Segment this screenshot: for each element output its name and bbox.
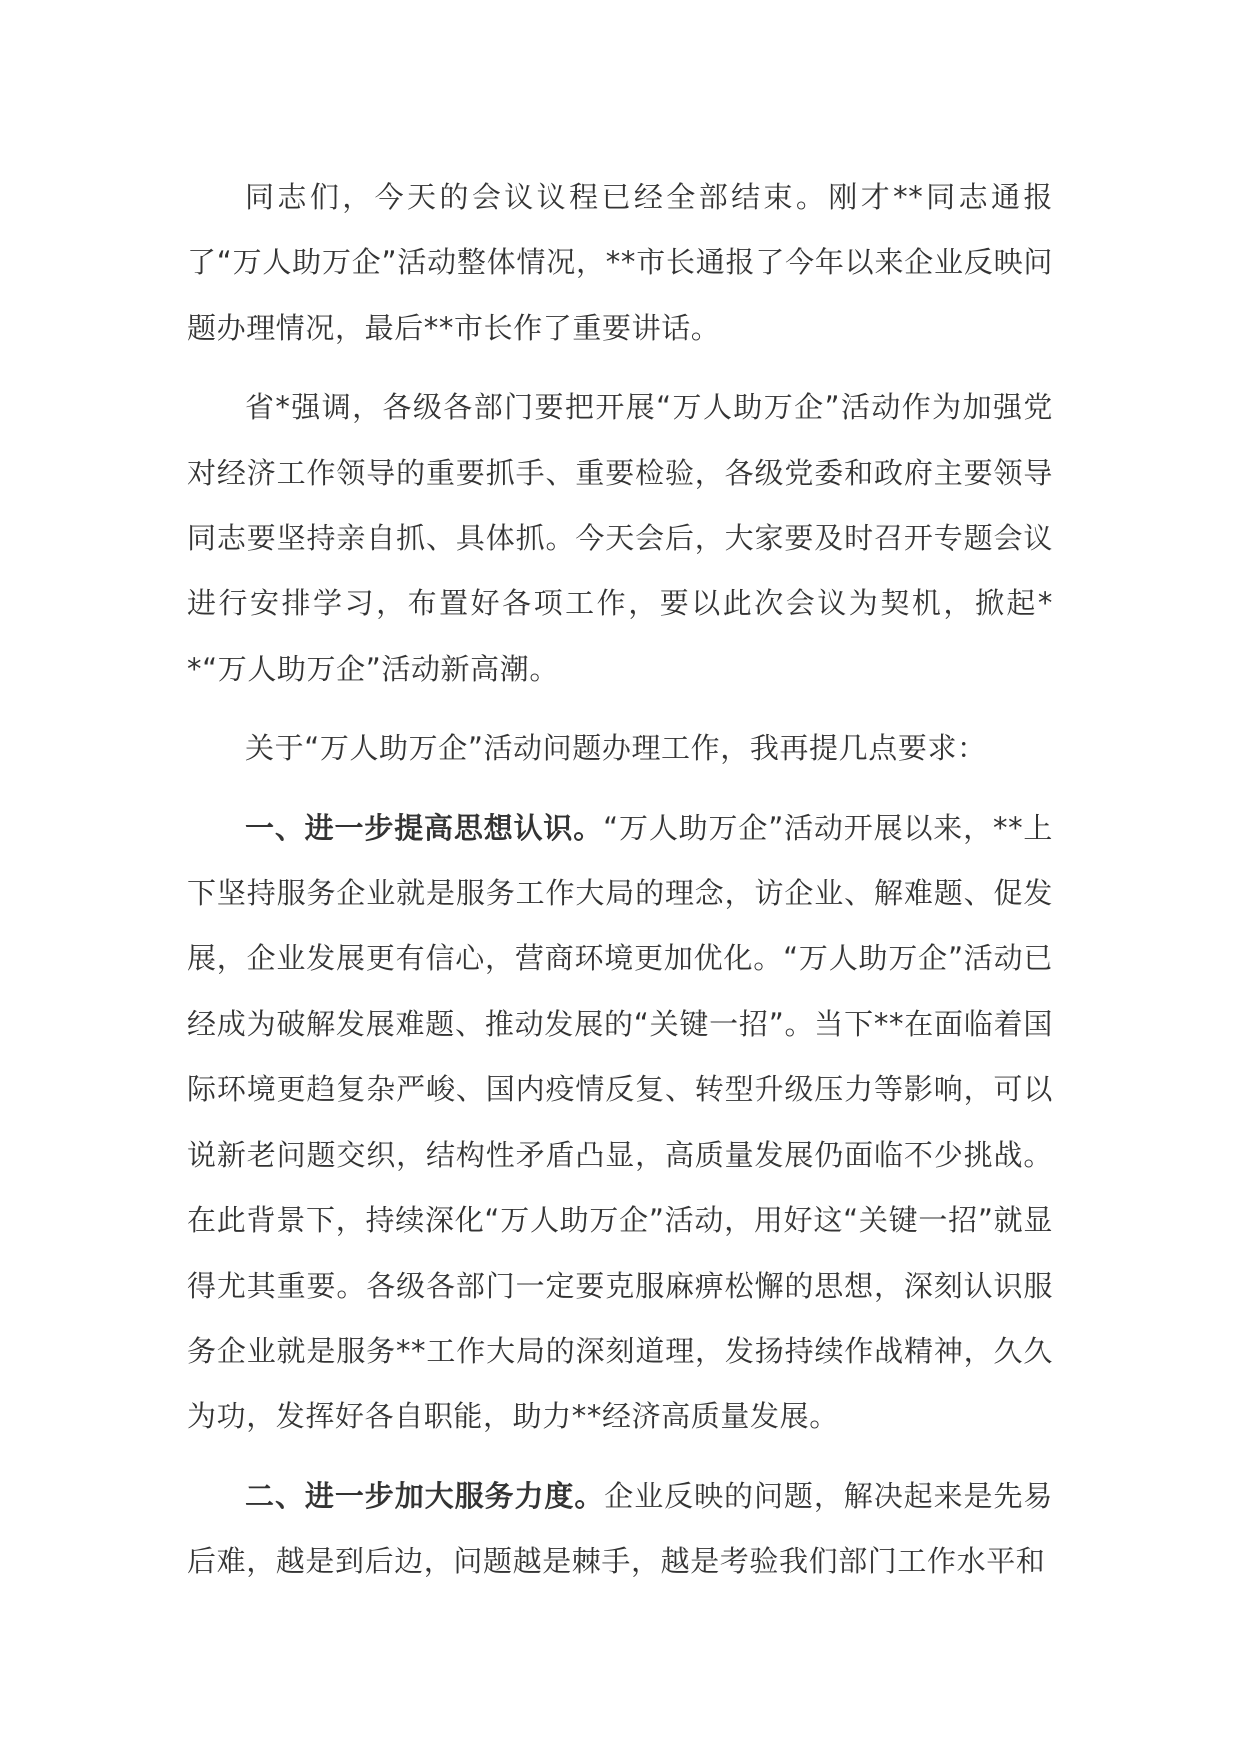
document-body [187, 165, 1053, 1609]
paragraph-5 [187, 1464, 1053, 1595]
paragraph-3 [187, 716, 1053, 781]
paragraph-lead: 二、进一步加大服务力度。 [245, 1478, 605, 1513]
paragraph-text: 关于“万人助万企”活动问题办理工作，我再提几点要求： [245, 731, 987, 766]
paragraph-text: 省*强调，各级各部门要把开展“万人助万企”活动作为加强党对经济工作领导的重要抓手、重要检验，各级党委和政府主要领导同志要坚持亲自抓、具体抓。今天会后，大家要及时召开专题会议进行安排学习，布置好各项工作，要以此次会议为契机，掀起**“万人助万企”活动新高潮。 [187, 390, 1053, 686]
paragraph-text: 企业反映的问题，解决起来是先易后难，越是到后边，问题越是棘手，越是考验我们部门工作水平和 [187, 1478, 1053, 1579]
paragraph-lead: 一、进一步提高思想认识。 [245, 810, 604, 845]
paragraph-text: “万人助万企”活动开展以来，**上下坚持服务企业就是服务工作大局的理念，访企业、解难题、促发展，企业发展更有信心，营商环境更加优化。“万人助万企”活动已经成为破解发展难题、推动发展的“关键一招”。当下**在面临着国际环境更趋复杂严峻、国内疫情反复、转型升级压力等影响，可以说新老问题交织，结构性矛盾凸显，高质量发展仍面临不少挑战。在此背景下，持续深化“万人助万企”活动，用好这“关键一招”就显得尤其重要。各级各部门一定要克服麻痹松懈的思想，深刻认识服务企业就是服务**工作大局的深刻道理，发扬持续作战精神，久久为功，发挥好各自职能，助力**经济高质量发展。 [187, 810, 1054, 1434]
paragraph-2 [187, 375, 1053, 702]
paragraph-4 [187, 796, 1053, 1450]
paragraph-1 [187, 165, 1053, 361]
paragraph-text: 同志们，今天的会议议程已经全部结束。刚才**同志通报了“万人助万企”活动整体情况，**市长通报了今年以来企业反映问题办理情况，最后**市长作了重要讲话。 [187, 180, 1053, 345]
